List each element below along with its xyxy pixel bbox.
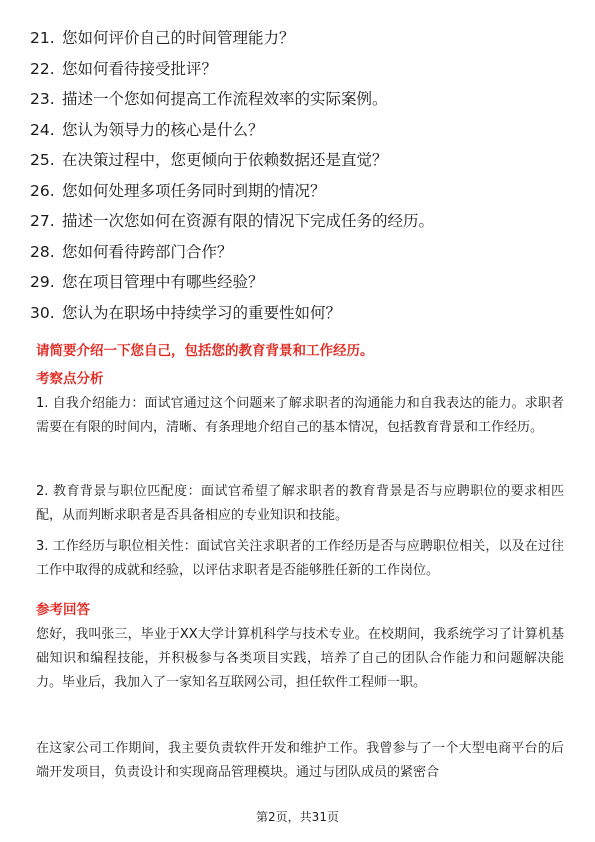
answer-heading: 参考回答 (36, 602, 90, 618)
analysis-point: 3. 工作经历与职位相关性：面试官关注求职者的工作经历是否与应聘职位相关，以及在过往工作中取得的成就和经验，以评估求职者是否能够胜任新的工作岗位。 (36, 539, 564, 578)
list-item: 23. 描述一个您如何提高工作流程效率的实际案例。 (30, 90, 388, 108)
list-item: 28. 您如何看待跨部门合作？ (30, 242, 233, 261)
list-item: 24. 您认为领导力的核心是什么？ (30, 120, 264, 139)
analysis-point: 1. 自我介绍能力：面试官通过这个问题来了解求职者的沟通能力和自我表达的能力。求职者需要在有限的时间内，清晰、有条理地介绍自己的基本情况，包括教育背景和工作经历。 (36, 396, 564, 435)
list-item: 27. 描述一次您如何在资源有限的情况下完成任务的经历。 (30, 212, 435, 230)
answer-paragraph: 在这家公司工作期间，我主要负责软件开发和维护工作。我曾参与了一个大型电商平台的后端开发项目，负责设计和实现商品管理模块。通过与团队成员的紧密合 (36, 741, 564, 780)
interview-question-heading: 请简要介绍一下您自己，包括您的教育背景和工作经历。 (36, 343, 374, 359)
answer-paragraph: 您好，我叫张三，毕业于XX大学计算机科学与技术专业。在校期间，我系统学习了计算机基础知识和编程技能，并积极参与各类项目实践，培养了自己的团队合作能力和问题解决能力。毕业后，我加入了一家知名互联网公司，担任软件工程师一职。 (36, 627, 564, 690)
list-item: 22. 您如何看待接受批评？ (30, 59, 218, 78)
list-item: 29. 您在项目管理中有哪些经验？ (30, 273, 264, 291)
page-number: 第2页，共31页 (256, 810, 339, 824)
list-item: 21. 您如何评价自己的时间管理能力？ (30, 29, 295, 47)
analysis-point: 2. 教育背景与职位匹配度：面试官希望了解求职者的教育背景是否与应聘职位的要求相匹配，从而判断求职者是否具备相应的专业知识和技能。 (36, 484, 564, 523)
question-list (30, 23, 570, 328)
list-item: 26. 您如何处理多项任务同时到期的情况？ (30, 181, 326, 200)
list-item: 25. 在决策过程中，您更倾向于依赖数据还是直觉？ (30, 151, 388, 169)
analysis-heading: 考察点分析 (36, 371, 104, 387)
list-item: 30. 您认为在职场中持续学习的重要性如何？ (30, 303, 342, 322)
